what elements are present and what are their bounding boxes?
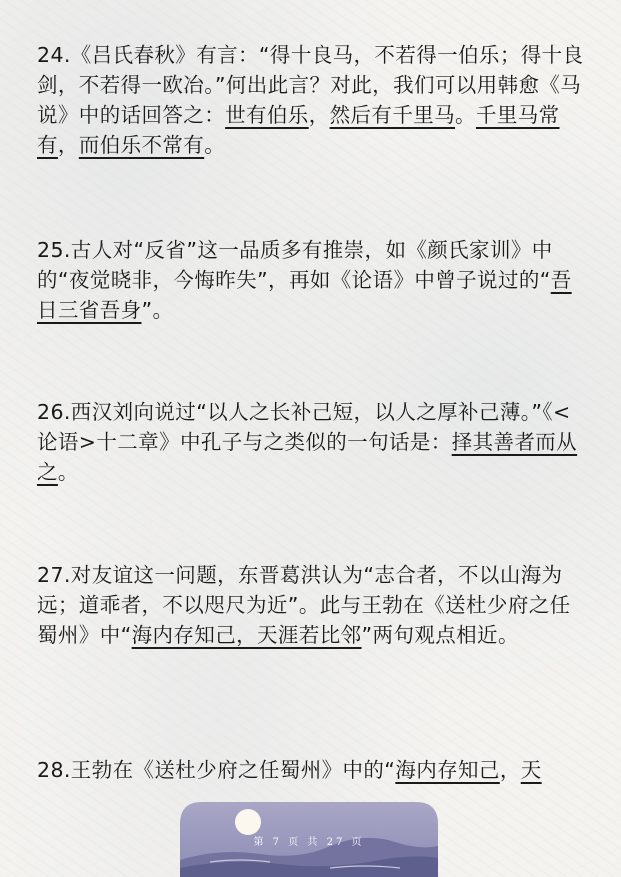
- question-text: 28.王勃在《送杜少府之任蜀州》中的“: [37, 758, 396, 782]
- question-text: 24.《吕氏春秋》有言：“得十良马，不若得一伯乐；得十良剑，不若得一欧冶。”何出此言？对此，我们可以用韩愈《马说》中的话回答之：: [37, 43, 584, 127]
- question-text: ”。: [141, 298, 174, 322]
- answer-blank: 千里马常有: [37, 103, 560, 157]
- question-text: ，: [499, 758, 521, 782]
- question-text: 27.对友谊这一问题，东晋葛洪认为“志合者，不以山海为远；道乖者，不以咫尺为近”。此与王勃在《送杜少府之任蜀州》中“: [37, 563, 571, 647]
- answer-blank: 海内存知己，天涯若比邻: [131, 623, 362, 647]
- question-text: 。: [57, 460, 79, 484]
- question-text: ，: [308, 103, 330, 127]
- question-26: [37, 397, 589, 487]
- answer-blank: 然后有千里马: [329, 103, 456, 127]
- question-text: 25.古人对“反省”这一品质多有推崇，如《颜氏家训》中的“夜觉晓非，今悔昨失”，再如《论语》中曾子说过的“: [37, 238, 553, 292]
- page-footer: [180, 802, 438, 877]
- question-24: [37, 40, 589, 160]
- page-number: 第 7 页 共 27 页: [253, 837, 365, 848]
- moon-icon: [235, 809, 261, 835]
- question-text: 。: [204, 133, 226, 157]
- question-text: 。: [455, 103, 476, 127]
- answer-blank: 择其善者而从之: [37, 430, 578, 484]
- answer-blank: 天: [520, 758, 542, 782]
- answer-blank: 而伯乐不常有: [78, 133, 205, 157]
- question-text: 26.西汉刘向说过“以人之长补己短，以人之厚补己薄。”《<论语>十二章》中孔子与之类似的一句话是：: [37, 400, 571, 454]
- question-text: ”两句观点相近。: [361, 623, 519, 647]
- question-27: [37, 560, 589, 650]
- question-28: [37, 755, 589, 785]
- answer-blank: 海内存知己: [395, 758, 500, 782]
- answer-blank: 世有伯乐: [225, 103, 309, 127]
- question-text: ，: [57, 133, 79, 157]
- answer-blank: 吾日三省吾身: [37, 268, 572, 322]
- question-25: [37, 235, 589, 325]
